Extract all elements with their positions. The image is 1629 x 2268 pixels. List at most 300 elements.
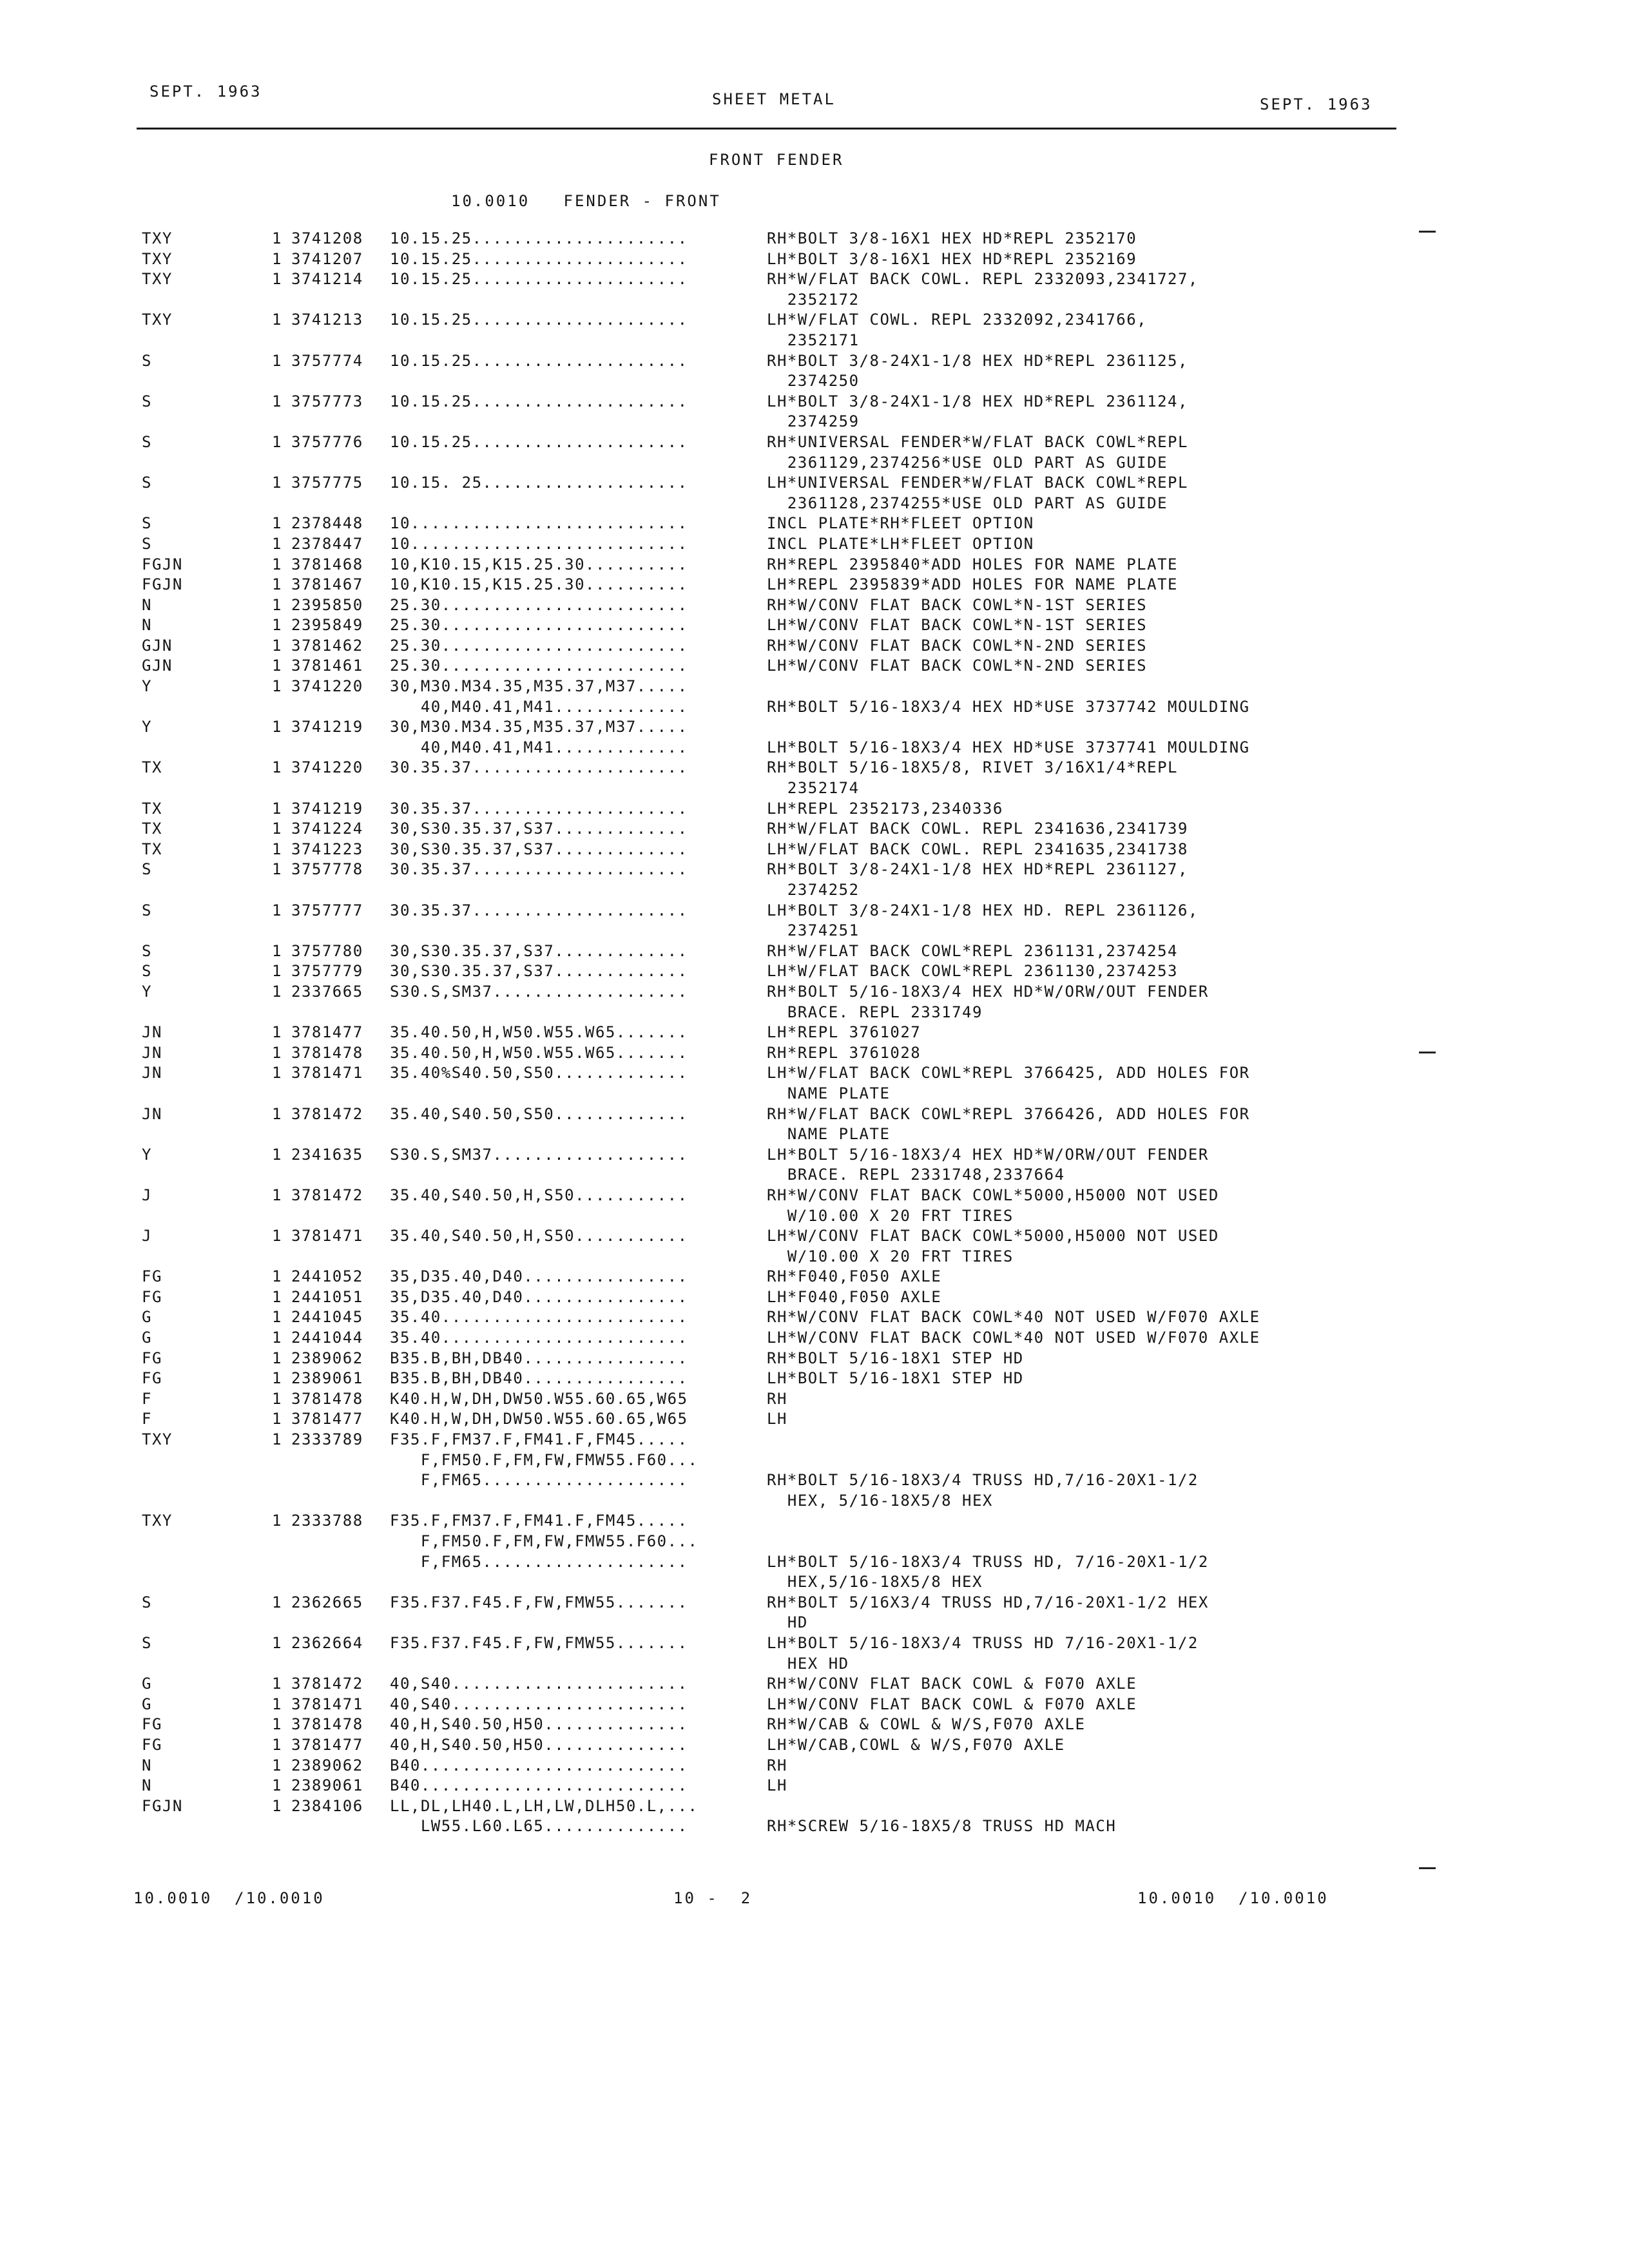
row-code: TX	[142, 758, 162, 777]
row-part-number: 3741224	[291, 820, 363, 838]
row-remark: RH*W/FLAT BACK COWL*REPL 2361131,2374254	[767, 941, 1178, 960]
row-qty: 1	[272, 962, 282, 981]
row-description: 10.15. 25....................	[390, 474, 688, 492]
row-remark: LH	[767, 1410, 787, 1428]
row-qty: 1	[272, 1756, 282, 1774]
row-part-number: 3757773	[291, 392, 363, 410]
row-code: TX	[142, 820, 162, 838]
list-item	[0, 1674, 1629, 1695]
row-remark: HEX,5/16-18X5/8 HEX	[767, 1573, 983, 1591]
row-description: F35.F37.F45.F,FW,FMW55.......	[390, 1633, 688, 1652]
row-description: 40,M40.41,M41.............	[390, 738, 688, 756]
list-item	[0, 799, 1629, 820]
list-item	[0, 310, 1629, 331]
row-remark: LH*W/FLAT BACK COWL*REPL 2361130,2374253	[767, 962, 1178, 981]
list-item	[0, 1430, 1629, 1450]
row-remark: LH*W/FLAT BACK COWL*REPL 3766425, ADD HOLES FOR	[767, 1064, 1250, 1082]
row-remark: LH*REPL 2395839*ADD HOLES FOR NAME PLATE	[767, 575, 1178, 594]
row-part-number: 2395849	[291, 616, 363, 635]
row-description: 30.35.37.....................	[390, 758, 688, 777]
row-part-number: 3741207	[291, 249, 363, 268]
row-qty: 1	[272, 1023, 282, 1042]
row-part-number: 2389061	[291, 1776, 363, 1795]
row-description: 10.15.25.....................	[390, 311, 688, 329]
list-item	[0, 1328, 1629, 1349]
list-item	[0, 738, 1629, 758]
row-code: TXY	[142, 311, 173, 329]
row-qty: 1	[272, 657, 282, 675]
row-description: 35.40........................	[390, 1329, 688, 1347]
row-code: S	[142, 514, 152, 533]
row-remark: RH*UNIVERSAL FENDER*W/FLAT BACK COWL*REPL	[767, 432, 1188, 451]
row-part-number: 2389062	[291, 1349, 363, 1367]
row-code: GJN	[142, 636, 173, 655]
row-qty: 1	[272, 1227, 282, 1245]
row-code: FGJN	[142, 555, 183, 573]
row-description: 35.40.50,H,W50.W55.W65.......	[390, 1043, 688, 1062]
list-item	[0, 982, 1629, 1003]
row-part-number: 3781472	[291, 1675, 363, 1693]
row-part-number: 3781478	[291, 1389, 363, 1408]
row-part-number: 2333789	[291, 1430, 363, 1449]
list-item	[0, 432, 1629, 453]
list-item	[0, 1511, 1629, 1532]
row-remark: 2374250	[767, 372, 860, 390]
row-code: FGJN	[142, 575, 183, 594]
row-qty: 1	[272, 1633, 282, 1652]
header-title: SHEET METAL	[712, 90, 836, 108]
row-code: S	[142, 351, 152, 370]
list-item	[0, 1613, 1629, 1633]
row-qty: 1	[272, 1796, 282, 1815]
row-description: 25.30........................	[390, 616, 688, 635]
row-remark: 2352174	[767, 779, 860, 798]
row-remark: RH*BOLT 5/16-18X5/8, RIVET 3/16X1/4*REPL	[767, 758, 1178, 777]
row-code: TX	[142, 840, 162, 858]
row-part-number: 2389061	[291, 1369, 363, 1388]
row-qty: 1	[272, 616, 282, 635]
row-qty: 1	[272, 1675, 282, 1693]
row-description: LL,DL,LH40.L,LH,LW,DLH50.L,...	[390, 1796, 699, 1815]
row-qty: 1	[272, 1329, 282, 1347]
section-title: FRONT FENDER	[709, 151, 844, 169]
row-qty: 1	[272, 351, 282, 370]
list-item	[0, 392, 1629, 412]
row-remark: 2361128,2374255*USE OLD PART AS GUIDE	[767, 494, 1168, 512]
row-part-number: 2337665	[291, 982, 363, 1001]
row-description: LW55.L60.L65..............	[390, 1817, 688, 1836]
row-code: J	[142, 1186, 152, 1204]
row-qty: 1	[272, 311, 282, 329]
row-code: TXY	[142, 270, 173, 289]
row-qty: 1	[272, 718, 282, 736]
row-remark: LH*BOLT 3/8-16X1 HEX HD*REPL 2352169	[767, 249, 1137, 268]
row-part-number: 2441051	[291, 1287, 363, 1306]
row-description: 40,H,S40.50,H50..............	[390, 1715, 688, 1734]
row-part-number: 3757774	[291, 351, 363, 370]
row-description: F35.F,FM37.F,FM41.F,FM45.....	[390, 1430, 688, 1449]
row-code: G	[142, 1308, 152, 1327]
row-qty: 1	[272, 1430, 282, 1449]
row-remark: LH*BOLT 5/16-18X3/4 HEX HD*W/ORW/OUT FENDER	[767, 1145, 1209, 1164]
list-item	[0, 677, 1629, 697]
row-part-number: 3781471	[291, 1695, 363, 1713]
row-description: 30,S30.35.37,S37.............	[390, 840, 688, 858]
row-qty: 1	[272, 474, 282, 492]
row-part-number: 3741213	[291, 311, 363, 329]
list-item	[0, 697, 1629, 718]
row-description: F,FM50.F,FM,FW,FMW55.F60...	[390, 1532, 699, 1550]
row-description: 35.40........................	[390, 1308, 688, 1327]
row-part-number: 2378448	[291, 514, 363, 533]
row-remark: LH*REPL 3761027	[767, 1023, 921, 1042]
row-part-number: 2441044	[291, 1329, 363, 1347]
row-code: N	[142, 1756, 152, 1774]
row-remark: 2374259	[767, 412, 860, 431]
row-remark: 2374251	[767, 921, 860, 940]
list-item	[0, 1206, 1629, 1227]
list-item	[0, 656, 1629, 677]
list-item	[0, 1593, 1629, 1613]
row-description: 25.30........................	[390, 636, 688, 655]
row-remark: RH	[767, 1756, 787, 1774]
list-item	[0, 1186, 1629, 1206]
row-code: FGJN	[142, 1796, 183, 1815]
list-item	[0, 615, 1629, 636]
list-item	[0, 371, 1629, 392]
row-code: F	[142, 1389, 152, 1408]
list-item	[0, 1633, 1629, 1654]
row-qty: 1	[272, 1369, 282, 1388]
list-item	[0, 1043, 1629, 1064]
row-remark: INCL PLATE*RH*FLEET OPTION	[767, 514, 1034, 533]
row-remark: RH*BOLT 3/8-24X1-1/8 HEX HD*REPL 2361125,	[767, 351, 1188, 370]
row-part-number: 3781471	[291, 1064, 363, 1082]
row-remark: LH*W/FLAT COWL. REPL 2332092,2341766,	[767, 311, 1148, 329]
row-part-number: 3781461	[291, 657, 363, 675]
row-remark: LH*UNIVERSAL FENDER*W/FLAT BACK COWL*REPL	[767, 474, 1188, 492]
row-qty: 1	[272, 1389, 282, 1408]
row-code: S	[142, 860, 152, 879]
row-qty: 1	[272, 1308, 282, 1327]
row-qty: 1	[272, 249, 282, 268]
row-remark: RH*W/FLAT BACK COWL. REPL 2332093,2341727,	[767, 270, 1199, 289]
list-item	[0, 1307, 1629, 1328]
row-code: S	[142, 534, 152, 553]
row-remark: RH*SCREW 5/16-18X5/8 TRUSS HD MACH	[767, 1817, 1117, 1836]
row-description: 10,K10.15,K15.25.30..........	[390, 575, 688, 594]
row-remark: LH*W/FLAT BACK COWL. REPL 2341635,2341738	[767, 840, 1188, 858]
row-code: G	[142, 1695, 152, 1713]
row-description: 10.15.25.....................	[390, 351, 688, 370]
row-description: 10,K10.15,K15.25.30..........	[390, 555, 688, 573]
list-item	[0, 1063, 1629, 1084]
row-remark: RH*BOLT 3/8-16X1 HEX HD*REPL 2352170	[767, 229, 1137, 247]
row-remark: LH*W/CONV FLAT BACK COWL*N-1ST SERIES	[767, 616, 1148, 635]
row-code: S	[142, 1633, 152, 1652]
row-qty: 1	[272, 636, 282, 655]
list-item	[0, 290, 1629, 311]
row-description: S30.S,SM37...................	[390, 982, 688, 1001]
list-item	[0, 1023, 1629, 1043]
list-item	[0, 1572, 1629, 1593]
row-remark: LH*W/CAB,COWL & W/S,F070 AXLE	[767, 1735, 1065, 1754]
row-qty: 1	[272, 595, 282, 614]
row-remark: RH*W/CONV FLAT BACK COWL*N-2ND SERIES	[767, 636, 1148, 655]
row-part-number: 3741223	[291, 840, 363, 858]
row-qty: 1	[272, 1104, 282, 1123]
row-qty: 1	[272, 1064, 282, 1082]
row-part-number: 3757780	[291, 941, 363, 960]
row-part-number: 3781462	[291, 636, 363, 655]
list-item	[0, 1287, 1629, 1308]
row-qty: 1	[272, 534, 282, 553]
row-part-number: 3781477	[291, 1735, 363, 1754]
row-remark: W/10.00 X 20 FRT TIRES	[767, 1247, 1014, 1265]
list-item	[0, 1145, 1629, 1166]
row-remark: 2361129,2374256*USE OLD PART AS GUIDE	[767, 453, 1168, 472]
row-remark: W/10.00 X 20 FRT TIRES	[767, 1206, 1014, 1225]
row-qty: 1	[272, 941, 282, 960]
row-qty: 1	[272, 1043, 282, 1062]
list-item	[0, 1389, 1629, 1410]
list-item	[0, 1491, 1629, 1512]
row-qty: 1	[272, 1695, 282, 1713]
row-remark: HEX HD	[767, 1654, 849, 1673]
row-qty: 1	[272, 1593, 282, 1611]
list-item	[0, 901, 1629, 921]
row-description: 30.35.37.....................	[390, 860, 688, 879]
row-description: 35.40,S40.50,H,S50...........	[390, 1227, 688, 1245]
row-part-number: 3781477	[291, 1023, 363, 1042]
row-code: S	[142, 432, 152, 451]
list-item	[0, 1532, 1629, 1552]
list-item	[0, 453, 1629, 474]
row-remark: BRACE. REPL 2331748,2337664	[767, 1166, 1065, 1184]
row-remark: LH	[767, 1776, 787, 1795]
row-part-number: 2333788	[291, 1512, 363, 1530]
parts-list	[0, 229, 1629, 1837]
row-description: S30.S,SM37...................	[390, 1145, 688, 1164]
list-item	[0, 229, 1629, 249]
list-item	[0, 1735, 1629, 1756]
row-code: TXY	[142, 229, 173, 247]
list-item	[0, 1267, 1629, 1287]
row-qty: 1	[272, 1287, 282, 1306]
group-title: 10.0010 FENDER - FRONT	[451, 192, 721, 210]
row-qty: 1	[272, 270, 282, 289]
row-description: F,FM50.F,FM,FW,FMW55.F60...	[390, 1450, 699, 1469]
row-qty: 1	[272, 514, 282, 533]
row-description: 35,D35.40,D40................	[390, 1287, 688, 1306]
footer-right: 10.0010 /10.0010	[1137, 1889, 1329, 1907]
row-remark: 2352172	[767, 290, 860, 309]
row-description: 10.15.25.....................	[390, 229, 688, 247]
list-item	[0, 1552, 1629, 1573]
row-qty: 1	[272, 799, 282, 818]
row-code: TXY	[142, 1512, 173, 1530]
row-code: S	[142, 392, 152, 410]
row-remark: LH*BOLT 3/8-24X1-1/8 HEX HD*REPL 2361124,	[767, 392, 1188, 410]
list-item	[0, 514, 1629, 534]
row-remark: RH*W/CONV FLAT BACK COWL*5000,H5000 NOT USED	[767, 1186, 1219, 1204]
list-item	[0, 1816, 1629, 1837]
list-item	[0, 1654, 1629, 1675]
row-remark: LH*W/CONV FLAT BACK COWL*N-2ND SERIES	[767, 657, 1148, 675]
row-part-number: 3741208	[291, 229, 363, 247]
row-qty: 1	[272, 229, 282, 247]
row-part-number: 3741220	[291, 677, 363, 696]
list-item	[0, 1796, 1629, 1817]
row-remark: RH*BOLT 3/8-24X1-1/8 HEX HD*REPL 2361127,	[767, 860, 1188, 879]
row-remark: LH*F040,F050 AXLE	[767, 1287, 942, 1306]
row-remark: RH*BOLT 5/16X3/4 TRUSS HD,7/16-20X1-1/2 HEX	[767, 1593, 1209, 1611]
list-item	[0, 636, 1629, 657]
list-item	[0, 860, 1629, 880]
row-code: Y	[142, 677, 152, 696]
list-item	[0, 1349, 1629, 1369]
row-description: B40..........................	[390, 1756, 688, 1774]
list-item	[0, 494, 1629, 514]
row-remark: HD	[767, 1613, 808, 1632]
header-left-date: SEPT. 1963	[149, 82, 262, 101]
row-qty: 1	[272, 1186, 282, 1204]
row-code: N	[142, 595, 152, 614]
row-code: F	[142, 1410, 152, 1428]
list-item	[0, 1104, 1629, 1125]
list-item	[0, 961, 1629, 982]
row-qty: 1	[272, 840, 282, 858]
list-item	[0, 1165, 1629, 1186]
row-description: 10.15.25.....................	[390, 432, 688, 451]
list-item	[0, 717, 1629, 738]
row-remark: LH*BOLT 3/8-24X1-1/8 HEX HD. REPL 2361126,	[767, 901, 1199, 919]
row-description: 25.30........................	[390, 595, 688, 614]
row-description: 35.40,S40.50,S50.............	[390, 1104, 688, 1123]
row-description: 40,S40.......................	[390, 1695, 688, 1713]
row-description: F35.F,FM37.F,FM41.F,FM45.....	[390, 1512, 688, 1530]
list-item	[0, 331, 1629, 351]
row-description: 30.35.37.....................	[390, 799, 688, 818]
row-code: Y	[142, 718, 152, 736]
row-part-number: 3781477	[291, 1410, 363, 1428]
list-item	[0, 819, 1629, 840]
row-remark: RH*BOLT 5/16-18X3/4 HEX HD*USE 3737742 MOULDING	[767, 697, 1250, 716]
row-part-number: 2378447	[291, 534, 363, 553]
row-description: 30,M30.M34.35,M35.37,M37.....	[390, 677, 688, 696]
row-code: Y	[142, 982, 152, 1001]
footer-left: 10.0010 /10.0010	[133, 1889, 325, 1907]
row-remark: RH*W/CONV FLAT BACK COWL*N-1ST SERIES	[767, 595, 1148, 614]
row-qty: 1	[272, 758, 282, 777]
row-remark: RH*REPL 2395840*ADD HOLES FOR NAME PLATE	[767, 555, 1178, 573]
row-part-number: 3741214	[291, 270, 363, 289]
row-description: F,FM65....................	[390, 1552, 688, 1571]
row-code: FG	[142, 1369, 162, 1388]
row-qty: 1	[272, 1512, 282, 1530]
row-remark: 2374252	[767, 881, 860, 899]
row-code: S	[142, 962, 152, 981]
row-remark: RH*F040,F050 AXLE	[767, 1267, 942, 1286]
list-item	[0, 1409, 1629, 1430]
row-code: TXY	[142, 249, 173, 268]
list-item	[0, 1124, 1629, 1145]
row-remark: LH*BOLT 5/16-18X3/4 HEX HD*USE 3737741 MOULDING	[767, 738, 1250, 756]
row-code: J	[142, 1227, 152, 1245]
row-remark: RH*REPL 3761028	[767, 1043, 921, 1062]
row-remark: HEX, 5/16-18X5/8 HEX	[767, 1491, 993, 1510]
row-description: 10.15.25.....................	[390, 249, 688, 268]
row-part-number: 3781478	[291, 1715, 363, 1734]
row-remark: RH	[767, 1389, 787, 1408]
row-qty: 1	[272, 392, 282, 410]
row-code: Y	[142, 1145, 152, 1164]
row-description: 30,S30.35.37,S37.............	[390, 962, 688, 981]
row-description: 35.40%S40.50,S50.............	[390, 1064, 688, 1082]
list-item	[0, 1695, 1629, 1715]
row-description: K40.H,W,DH,DW50.W55.60.65,W65	[390, 1410, 688, 1428]
header-divider	[137, 128, 1396, 130]
row-description: 40,S40.......................	[390, 1675, 688, 1693]
row-part-number: 3781467	[291, 575, 363, 594]
row-remark: RH*W/FLAT BACK COWL. REPL 2341636,2341739	[767, 820, 1188, 838]
row-qty: 1	[272, 575, 282, 594]
row-code: JN	[142, 1104, 162, 1123]
row-remark: LH*W/CONV FLAT BACK COWL*5000,H5000 NOT USED	[767, 1227, 1219, 1245]
row-qty: 1	[272, 1776, 282, 1795]
row-description: F35.F37.F45.F,FW,FMW55.......	[390, 1593, 688, 1611]
list-item	[0, 595, 1629, 616]
list-item	[0, 1470, 1629, 1491]
row-description: 40,M40.41,M41.............	[390, 697, 688, 716]
row-qty: 1	[272, 432, 282, 451]
row-qty: 1	[272, 1349, 282, 1367]
row-part-number: 2362665	[291, 1593, 363, 1611]
row-code: JN	[142, 1023, 162, 1042]
row-qty: 1	[272, 1735, 282, 1754]
list-item	[0, 941, 1629, 962]
row-qty: 1	[272, 982, 282, 1001]
list-item	[0, 249, 1629, 270]
row-code: FG	[142, 1349, 162, 1367]
row-code: FG	[142, 1715, 162, 1734]
row-remark: 2352171	[767, 331, 860, 349]
row-part-number: 3757777	[291, 901, 363, 919]
row-part-number: 3781472	[291, 1104, 363, 1123]
row-description: 10...........................	[390, 534, 688, 553]
row-description: 10.15.25.....................	[390, 270, 688, 289]
row-description: B35.B,BH,DB40................	[390, 1349, 688, 1367]
row-description: 30,M30.M34.35,M35.37,M37.....	[390, 718, 688, 736]
row-qty: 1	[272, 1410, 282, 1428]
row-code: S	[142, 941, 152, 960]
row-code: S	[142, 474, 152, 492]
header-right-date: SEPT. 1963	[1260, 95, 1373, 113]
row-code: N	[142, 1776, 152, 1795]
row-code: FG	[142, 1267, 162, 1286]
row-description: 10...........................	[390, 514, 688, 533]
row-part-number: 3781471	[291, 1227, 363, 1245]
row-code: S	[142, 1593, 152, 1611]
row-code: GJN	[142, 657, 173, 675]
row-qty: 1	[272, 820, 282, 838]
list-item	[0, 269, 1629, 290]
list-item	[0, 1247, 1629, 1267]
list-item	[0, 1756, 1629, 1776]
row-description: 35.40.50,H,W50.W55.W65.......	[390, 1023, 688, 1042]
row-qty: 1	[272, 555, 282, 573]
row-part-number: 2389062	[291, 1756, 363, 1774]
